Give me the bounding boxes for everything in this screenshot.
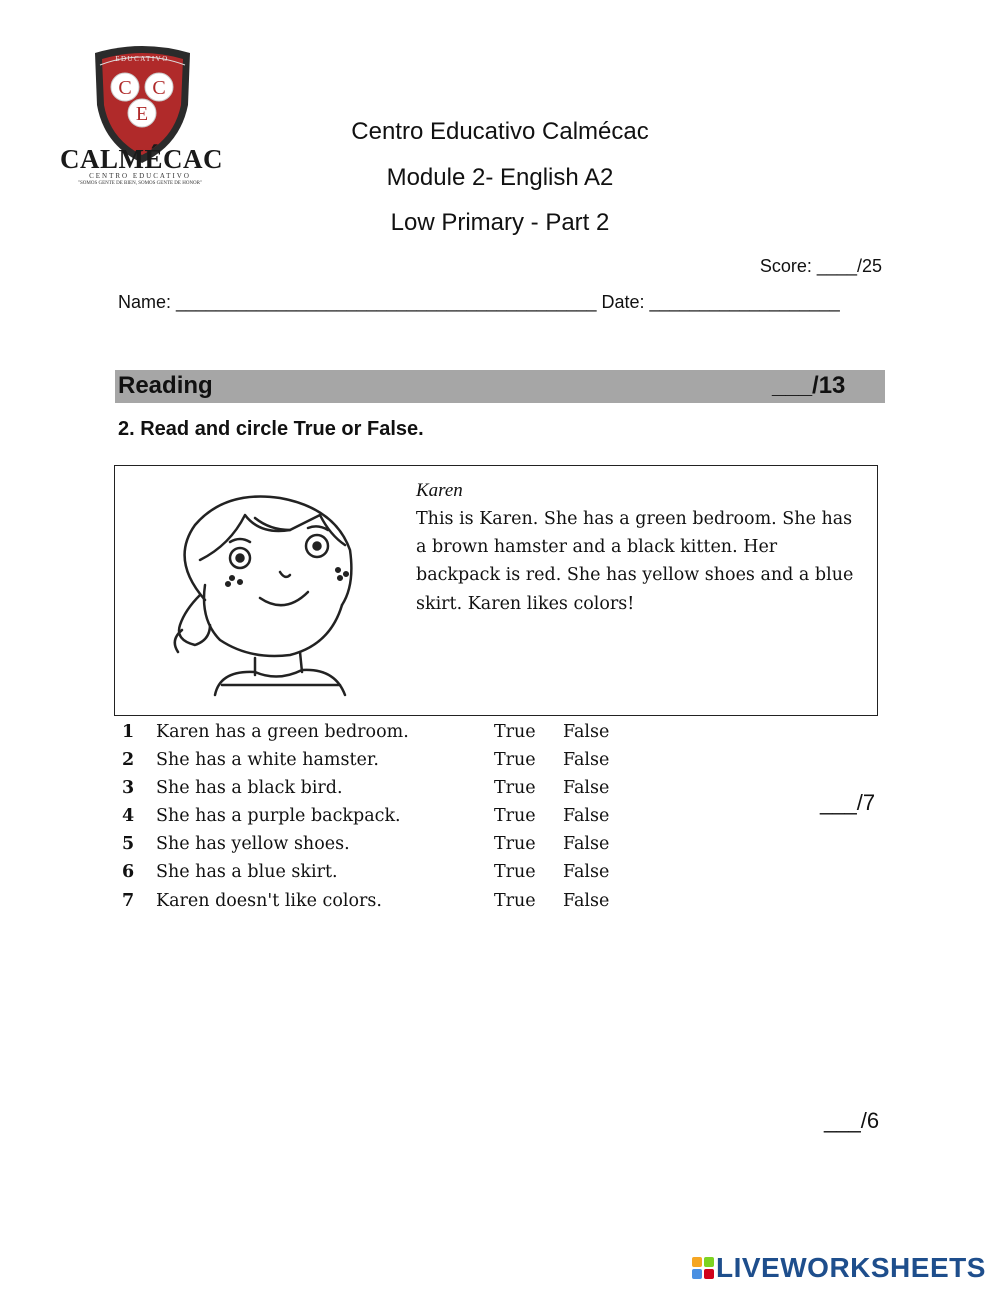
question-list xyxy=(122,722,642,919)
false-option[interactable]: False xyxy=(563,750,610,771)
question-number: 2 xyxy=(122,750,135,771)
true-option[interactable]: True xyxy=(494,862,536,883)
story-title: Karen xyxy=(416,480,463,501)
question-text: She has a blue skirt. xyxy=(156,862,338,883)
question-number: 7 xyxy=(122,890,135,911)
logo-wordmark: CALMÉCAC xyxy=(60,144,223,174)
liveworksheets-icon xyxy=(692,1257,714,1279)
story-text: This is Karen. She has a green bedroom. She has a brown hamster and a black kitten. Her backpack is red. She has yellow shoes and a blue skirt. Karen likes colors! xyxy=(416,509,854,614)
crest-initial-1: C xyxy=(118,77,132,99)
name-field[interactable]: Name: __________________________________________ xyxy=(118,292,597,312)
true-option[interactable]: True xyxy=(494,778,536,799)
question-number: 6 xyxy=(122,862,135,883)
logo-motto: "SOMOS GENTE DE BIEN, SOMOS GENTE DE HONOR" xyxy=(77,181,203,186)
crest-initial-2: C xyxy=(152,77,166,99)
school-title: Centro Educativo Calmécac xyxy=(351,118,649,145)
name-date-row xyxy=(118,292,883,313)
question-text: She has yellow shoes. xyxy=(156,834,350,855)
true-option[interactable]: True xyxy=(494,834,536,855)
level-title: Low Primary - Part 2 xyxy=(390,209,610,236)
liveworksheets-wordmark: LIVEWORKSHEETS xyxy=(716,1252,986,1283)
true-option[interactable]: True xyxy=(494,890,536,911)
question-number: 3 xyxy=(122,778,135,799)
date-field[interactable]: Date: ___________________ xyxy=(601,292,840,312)
question-row xyxy=(122,834,642,862)
false-option[interactable]: False xyxy=(563,834,610,855)
false-option[interactable]: False xyxy=(563,862,610,883)
question-row xyxy=(122,862,642,890)
question-text: She has a white hamster. xyxy=(156,750,379,771)
true-option[interactable]: True xyxy=(494,750,536,771)
false-option[interactable]: False xyxy=(563,806,610,827)
true-option[interactable]: True xyxy=(494,722,536,742)
section-title: Reading xyxy=(118,372,213,399)
subscore-part-a: ___/7 xyxy=(820,790,876,815)
question-row xyxy=(122,891,642,919)
logo-subtitle: CENTRO EDUCATIVO xyxy=(89,172,191,180)
subscore-part-b: ___/6 xyxy=(824,1108,880,1133)
question-row xyxy=(122,806,642,834)
section-score: ___/13 xyxy=(772,372,846,399)
true-option[interactable]: True xyxy=(494,806,536,827)
question-text: She has a purple backpack. xyxy=(156,806,401,827)
false-option[interactable]: False xyxy=(563,722,610,742)
question-number: 4 xyxy=(122,806,135,827)
total-score: Score: ____/25 xyxy=(759,256,882,276)
question-number: 5 xyxy=(122,834,135,855)
question-row xyxy=(122,722,642,750)
question-text: She has a black bird. xyxy=(156,778,343,799)
crest-initial-3: E xyxy=(135,103,149,125)
false-option[interactable]: False xyxy=(563,890,610,911)
girl-illustration xyxy=(160,490,370,705)
module-title: Module 2- English A2 xyxy=(386,164,614,191)
question-row xyxy=(122,750,642,778)
instruction: 2. Read and circle True or False. xyxy=(118,418,424,440)
reading-section-bar xyxy=(115,370,885,403)
false-option[interactable]: False xyxy=(563,778,610,799)
question-text: Karen doesn't like colors. xyxy=(156,890,382,911)
crest-arc-text: EDUCATIVO xyxy=(115,55,169,63)
question-row xyxy=(122,778,642,806)
question-text: Karen has a green bedroom. xyxy=(156,722,409,742)
question-number: 1 xyxy=(122,722,135,742)
